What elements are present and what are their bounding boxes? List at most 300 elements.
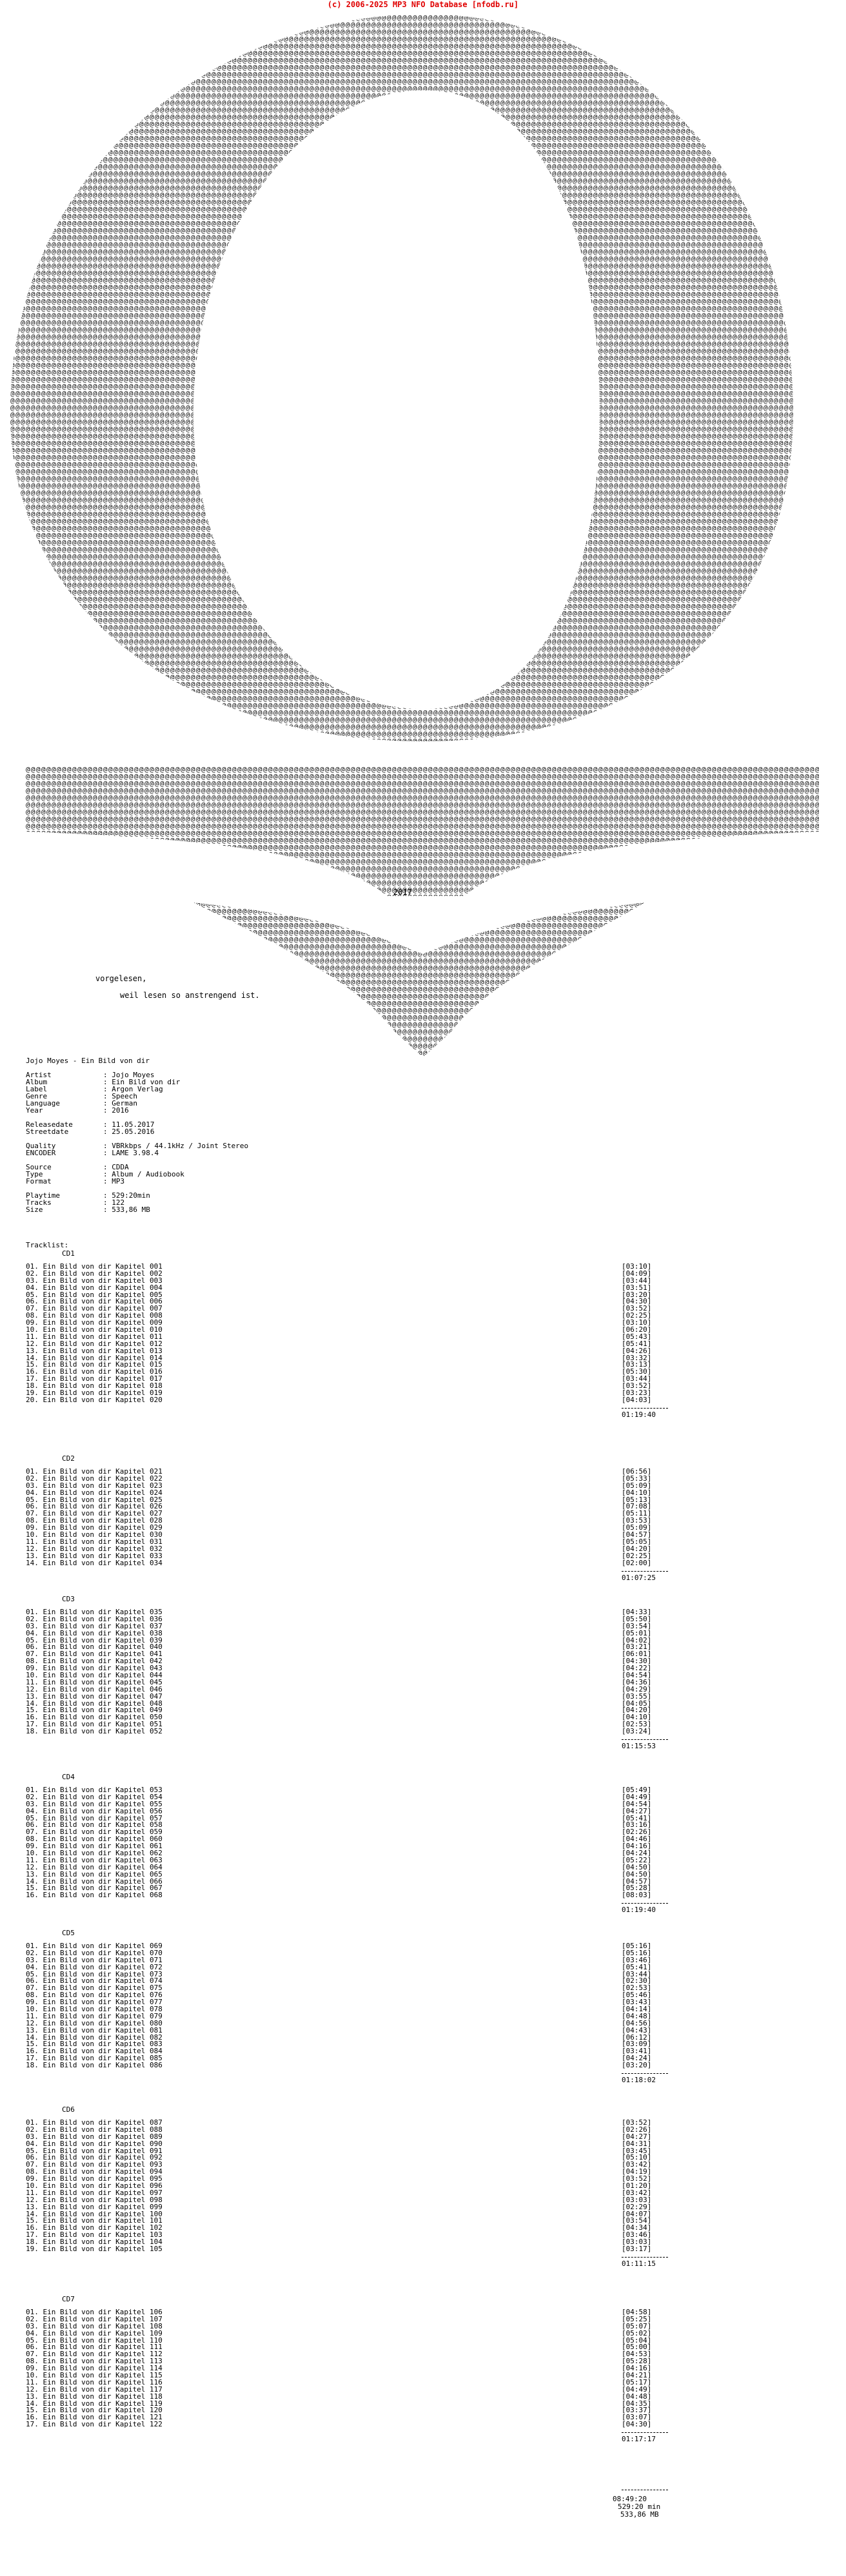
track-title: 03. Ein Bild von dir Kapitel 037: [26, 1621, 162, 1630]
track-duration: [08:03]: [622, 1891, 652, 1900]
nfo-header: (c) 2006-2025 MP3 NFO Database [nfodb.ru]: [327, 0, 519, 9]
track-duration: [04:50]: [622, 1862, 652, 1871]
track-title: 05. Ein Bild von dir Kapitel 025: [26, 1495, 162, 1504]
track-title: 08. Ein Bild von dir Kapitel 076: [26, 1991, 162, 2000]
meta-label: Artist: [26, 1071, 52, 1079]
track-title: 01. Ein Bild von dir Kapitel 087: [26, 2118, 162, 2127]
track-title: 05. Ein Bild von dir Kapitel 005: [26, 1290, 162, 1299]
track-duration: [05:43]: [622, 1332, 652, 1341]
meta-value: 11.05.2017: [112, 1120, 155, 1129]
track-title: 09. Ein Bild von dir Kapitel 077: [26, 1998, 162, 2007]
track-duration: [02:26]: [622, 2125, 652, 2134]
track-duration: [04:54]: [622, 1671, 652, 1680]
track-duration: [04:10]: [622, 1488, 652, 1497]
logo-pointer: [193, 903, 645, 1057]
track-title: 10. Ein Bild von dir Kapitel 096: [26, 2181, 162, 2191]
track-duration: [03:44]: [622, 1374, 652, 1383]
track-duration: [05:16]: [622, 1942, 652, 1950]
cd-label: CD5: [62, 1929, 75, 1937]
track-duration: [04:26]: [622, 1346, 652, 1355]
track-duration: [02:25]: [622, 1551, 652, 1560]
track-title: 18. Ein Bild von dir Kapitel 086: [26, 2061, 162, 2070]
track-duration: [03:54]: [622, 2216, 652, 2225]
track-title: 13. Ein Bild von dir Kapitel 099: [26, 2202, 162, 2211]
track-duration: [05:50]: [622, 1614, 652, 1623]
track-title: 02. Ein Bild von dir Kapitel 002: [26, 1269, 162, 1278]
track-duration: [04:35]: [622, 2399, 652, 2408]
meta-row: Playtime : 529:20min: [26, 1191, 150, 1200]
meta-value: Jojo Moyes: [112, 1071, 155, 1079]
track-title: 09. Ein Bild von dir Kapitel 114: [26, 2364, 162, 2373]
track-duration: [03:45]: [622, 2146, 652, 2155]
track-title: 02. Ein Bild von dir Kapitel 022: [26, 1474, 162, 1483]
track-duration: [05:17]: [622, 2377, 652, 2386]
track-duration: [04:20]: [622, 1544, 652, 1553]
track-duration: [03:24]: [622, 1727, 652, 1736]
track-title: 13. Ein Bild von dir Kapitel 118: [26, 2392, 162, 2401]
track-duration: [04:46]: [622, 1835, 652, 1844]
track-title: 02. Ein Bild von dir Kapitel 054: [26, 1792, 162, 1801]
track-duration: [03:03]: [622, 2238, 652, 2247]
track-duration: [02:30]: [622, 1976, 652, 1986]
track-title: 08. Ein Bild von dir Kapitel 028: [26, 1516, 162, 1525]
track-title: 05. Ein Bild von dir Kapitel 091: [26, 2146, 162, 2155]
track-duration: [07:08]: [622, 1502, 652, 1511]
track-duration: [04:54]: [622, 1799, 652, 1808]
cd-track-list: [26, 2309, 735, 2428]
track-title: 09. Ein Bild von dir Kapitel 043: [26, 1664, 162, 1673]
track-title: 01. Ein Bild von dir Kapitel 001: [26, 1262, 162, 1271]
cd-total-divider: [622, 1739, 668, 1740]
track-title: 09. Ein Bild von dir Kapitel 061: [26, 1842, 162, 1851]
track-duration: [04:16]: [622, 1842, 652, 1851]
track-duration: [05:02]: [622, 2328, 652, 2337]
track-duration: [04:10]: [622, 1713, 652, 1722]
track-title: 13. Ein Bild von dir Kapitel 047: [26, 1692, 162, 1701]
track-duration: [04:48]: [622, 2011, 652, 2020]
track-duration: [04:22]: [622, 1664, 652, 1673]
track-title: 16. Ein Bild von dir Kapitel 050: [26, 1713, 162, 1722]
meta-row: Language : German: [26, 1099, 137, 1107]
track-title: 10. Ein Bild von dir Kapitel 010: [26, 1325, 162, 1334]
track-title: 08. Ein Bild von dir Kapitel 042: [26, 1657, 162, 1666]
track-title: 16. Ein Bild von dir Kapitel 068: [26, 1891, 162, 1900]
track-duration: [04:09]: [622, 1269, 652, 1278]
track-duration: [05:30]: [622, 1367, 652, 1376]
track-title: 14. Ein Bild von dir Kapitel 066: [26, 1877, 162, 1886]
track-duration: [04:29]: [622, 1684, 652, 1693]
art-tagline-1: vorgelesen,: [95, 974, 147, 983]
grand-total-minutes: 529:20 min: [618, 2503, 661, 2511]
meta-label: Genre: [26, 1092, 48, 1100]
track-title: 01. Ein Bild von dir Kapitel 106: [26, 2308, 162, 2316]
track-title: 14. Ein Bild von dir Kapitel 014: [26, 1353, 162, 1362]
meta-label: Tracks: [26, 1198, 52, 1207]
meta-value: 529:20min: [112, 1191, 150, 1200]
track-title: 07. Ein Bild von dir Kapitel 027: [26, 1509, 162, 1518]
track-title: 19. Ein Bild von dir Kapitel 019: [26, 1389, 162, 1398]
meta-label: Releasedate: [26, 1120, 73, 1129]
grand-total-size: 533,86 MB: [620, 2510, 659, 2519]
track-title: 06. Ein Bild von dir Kapitel 040: [26, 1643, 162, 1652]
track-duration: [03:17]: [622, 2245, 652, 2254]
track-duration: [03:54]: [622, 1621, 652, 1630]
track-title: 13. Ein Bild von dir Kapitel 081: [26, 2025, 162, 2034]
track-title: 06. Ein Bild von dir Kapitel 006: [26, 1297, 162, 1306]
track-title: 10. Ein Bild von dir Kapitel 078: [26, 2005, 162, 2014]
track-title: 16. Ein Bild von dir Kapitel 084: [26, 2047, 162, 2056]
meta-row: Year : 2016: [26, 1106, 129, 1115]
track-title: 15. Ein Bild von dir Kapitel 067: [26, 1884, 162, 1893]
track-duration: [03:13]: [622, 1360, 652, 1369]
track-duration: [03:52]: [622, 2118, 652, 2127]
track-title: 08. Ein Bild von dir Kapitel 094: [26, 2167, 162, 2176]
track-title: 01. Ein Bild von dir Kapitel 069: [26, 1942, 162, 1950]
meta-label: Size: [26, 1205, 43, 1214]
track-duration: [04:14]: [622, 2005, 652, 2014]
track-title: 11. Ein Bild von dir Kapitel 045: [26, 1677, 162, 1686]
track-duration: [05:41]: [622, 1962, 652, 1971]
track-duration: [04:49]: [622, 2385, 652, 2394]
track-duration: [04:49]: [622, 1792, 652, 1801]
track-title: 08. Ein Bild von dir Kapitel 008: [26, 1311, 162, 1320]
meta-row: Type : Album / Audiobook: [26, 1170, 184, 1178]
track-duration: [04:02]: [622, 1635, 652, 1644]
meta-row: Label : Argon Verlag: [26, 1085, 163, 1093]
track-duration: [05:28]: [622, 2357, 652, 2366]
track-duration: [02:25]: [622, 1311, 652, 1320]
track-duration: [03:55]: [622, 1692, 652, 1701]
track-title: 04. Ein Bild von dir Kapitel 090: [26, 2139, 162, 2148]
meta-value: Ein Bild von dir: [112, 1078, 181, 1086]
track-title: 07. Ein Bild von dir Kapitel 112: [26, 2350, 162, 2359]
cd-track-list: [26, 1469, 735, 1566]
meta-label: Playtime: [26, 1191, 60, 1200]
track-title: 02. Ein Bild von dir Kapitel 088: [26, 2125, 162, 2134]
track-duration: [05:09]: [622, 1523, 652, 1532]
cd-total: 01:17:17: [622, 2435, 656, 2444]
meta-value: 2016: [112, 1106, 129, 1115]
track-duration: [03:42]: [622, 2160, 652, 2169]
track-title: 12. Ein Bild von dir Kapitel 098: [26, 2195, 162, 2204]
cd-total: 01:15:53: [622, 1742, 656, 1751]
track-duration: [02:00]: [622, 1558, 652, 1567]
track-title: 14. Ein Bild von dir Kapitel 100: [26, 2209, 162, 2218]
track-duration: [05:09]: [622, 1481, 652, 1490]
track-duration: [05:25]: [622, 2314, 652, 2323]
track-duration: [05:01]: [622, 1628, 652, 1637]
meta-row: Artist : Jojo Moyes: [26, 1071, 155, 1079]
track-duration: [03:53]: [622, 1516, 652, 1525]
cd-track-list: [26, 1943, 735, 2069]
track-duration: [04:48]: [622, 2392, 652, 2401]
track-title: 14. Ein Bild von dir Kapitel 119: [26, 2399, 162, 2408]
cd-label: CD1: [62, 1249, 75, 1258]
track-duration: [06:20]: [622, 1325, 652, 1334]
cd-track-list: [26, 1264, 735, 1404]
track-duration: [03:20]: [622, 2061, 652, 2070]
track-title: 14. Ein Bild von dir Kapitel 082: [26, 2033, 162, 2042]
track-title: 06. Ein Bild von dir Kapitel 111: [26, 2343, 162, 2352]
track-title: 03. Ein Bild von dir Kapitel 003: [26, 1276, 162, 1285]
track-duration: [05:05]: [622, 1537, 652, 1546]
track-duration: [03:09]: [622, 2040, 652, 2049]
track-duration: [05:13]: [622, 1495, 652, 1504]
cd-track-list: [26, 1609, 735, 1735]
track-duration: [03:41]: [622, 2047, 652, 2056]
track-title: 04. Ein Bild von dir Kapitel 056: [26, 1806, 162, 1815]
track-duration: [03:16]: [622, 1820, 652, 1830]
cd-total-divider: [622, 1571, 668, 1572]
track-duration: [03:52]: [622, 1381, 652, 1390]
art-tagline-2: weil lesen so anstrengend ist.: [120, 991, 260, 1000]
meta-label: Type: [26, 1170, 43, 1178]
tracklist-label: Tracklist:: [26, 1241, 69, 1249]
track-row: [26, 2246, 735, 2253]
meta-label: Format: [26, 1177, 52, 1186]
cd-total: 01:07:25: [622, 1573, 656, 1582]
track-title: 17. Ein Bild von dir Kapitel 017: [26, 1374, 162, 1383]
track-title: 18. Ein Bild von dir Kapitel 052: [26, 1727, 162, 1736]
track-duration: [02:53]: [622, 1720, 652, 1729]
track-duration: [03:42]: [622, 2188, 652, 2197]
track-row: [26, 1892, 735, 1899]
track-title: 15. Ein Bild von dir Kapitel 015: [26, 1360, 162, 1369]
release-title: Jojo Moyes - Ein Bild von dir: [26, 1057, 150, 1065]
cd-total-divider: [622, 1408, 668, 1409]
track-title: 09. Ein Bild von dir Kapitel 009: [26, 1318, 162, 1327]
cd-total-divider: [622, 2073, 668, 2074]
meta-value: Speech: [112, 1092, 137, 1100]
grand-total-time: 08:49:20: [613, 2495, 647, 2503]
track-duration: [03:23]: [622, 1389, 652, 1398]
track-duration: [04:58]: [622, 2308, 652, 2316]
track-duration: [04:43]: [622, 2025, 652, 2034]
cd-total: 01:11:15: [622, 2259, 656, 2269]
track-duration: [04:30]: [622, 1657, 652, 1666]
cd-total: 01:19:40: [622, 1410, 656, 1419]
meta-row: Format : MP3: [26, 1177, 125, 1186]
track-title: 08. Ein Bild von dir Kapitel 060: [26, 1835, 162, 1844]
meta-label: Language: [26, 1099, 60, 1107]
track-duration: [03:03]: [622, 2195, 652, 2204]
track-duration: [03:46]: [622, 2230, 652, 2239]
meta-label: Quality: [26, 1142, 56, 1150]
track-title: 16. Ein Bild von dir Kapitel 121: [26, 2413, 162, 2422]
art-year: 2017: [393, 888, 412, 897]
track-title: 02. Ein Bild von dir Kapitel 036: [26, 1614, 162, 1623]
track-duration: [03:10]: [622, 1262, 652, 1271]
track-title: 05. Ein Bild von dir Kapitel 057: [26, 1813, 162, 1822]
track-title: 05. Ein Bild von dir Kapitel 110: [26, 2336, 162, 2345]
track-title: 10. Ein Bild von dir Kapitel 062: [26, 1849, 162, 1858]
cd-label: CD7: [62, 2295, 75, 2303]
track-duration: [06:12]: [622, 2033, 652, 2042]
track-duration: [03:20]: [622, 1290, 652, 1299]
meta-row: Quality : VBRkbps / 44.1kHz / Joint Stereo: [26, 1142, 249, 1150]
track-title: 04. Ein Bild von dir Kapitel 004: [26, 1283, 162, 1292]
track-row: [26, 1560, 735, 1567]
meta-row: [26, 1156, 248, 1164]
meta-label: Label: [26, 1085, 48, 1093]
track-title: 12. Ein Bild von dir Kapitel 064: [26, 1862, 162, 1871]
meta-value: CDDA: [112, 1163, 129, 1171]
track-duration: [03:44]: [622, 1276, 652, 1285]
track-title: 07. Ein Bild von dir Kapitel 059: [26, 1828, 162, 1837]
meta-row: Streetdate : 25.05.2016: [26, 1127, 155, 1136]
meta-value: LAME 3.98.4: [112, 1149, 159, 1157]
track-duration: [03:07]: [622, 2413, 652, 2422]
track-duration: [03:37]: [622, 2406, 652, 2415]
track-title: 14. Ein Bild von dir Kapitel 034: [26, 1558, 162, 1567]
meta-label: Source: [26, 1163, 52, 1171]
release-meta: [26, 1071, 248, 1213]
track-title: 17. Ein Bild von dir Kapitel 103: [26, 2230, 162, 2239]
track-duration: [03:46]: [622, 1955, 652, 1964]
track-duration: [05:28]: [622, 1884, 652, 1893]
track-duration: [05:49]: [622, 1786, 652, 1794]
meta-label: Year: [26, 1106, 43, 1115]
track-duration: [03:21]: [622, 1643, 652, 1652]
track-row: [26, 1728, 735, 1735]
ascii-logo: [0, 0, 846, 1057]
cd-total: 01:18:02: [622, 2076, 656, 2085]
track-row: [26, 2062, 735, 2069]
track-title: 18. Ein Bild von dir Kapitel 104: [26, 2238, 162, 2247]
track-title: 01. Ein Bild von dir Kapitel 053: [26, 1786, 162, 1794]
track-title: 08. Ein Bild von dir Kapitel 113: [26, 2357, 162, 2366]
cd-label: CD4: [62, 1773, 75, 1781]
track-title: 01. Ein Bild von dir Kapitel 035: [26, 1608, 162, 1616]
track-duration: [04:53]: [622, 2350, 652, 2359]
track-title: 15. Ein Bild von dir Kapitel 049: [26, 1706, 162, 1715]
meta-value: 122: [112, 1198, 125, 1207]
track-duration: [05:04]: [622, 2336, 652, 2345]
track-title: 07. Ein Bild von dir Kapitel 093: [26, 2160, 162, 2169]
track-duration: [04:24]: [622, 1849, 652, 1858]
track-title: 06. Ein Bild von dir Kapitel 026: [26, 1502, 162, 1511]
track-duration: [04:16]: [622, 2364, 652, 2373]
track-duration: [04:57]: [622, 1530, 652, 1539]
track-title: 01. Ein Bild von dir Kapitel 021: [26, 1467, 162, 1476]
track-title: 14. Ein Bild von dir Kapitel 048: [26, 1699, 162, 1708]
track-row: [26, 2421, 735, 2428]
track-title: 09. Ein Bild von dir Kapitel 029: [26, 1523, 162, 1532]
track-title: 03. Ein Bild von dir Kapitel 108: [26, 2321, 162, 2330]
meta-value: Argon Verlag: [112, 1085, 163, 1093]
track-title: 12. Ein Bild von dir Kapitel 012: [26, 1339, 162, 1348]
track-title: 15. Ein Bild von dir Kapitel 083: [26, 2040, 162, 2049]
meta-value: MP3: [112, 1177, 125, 1186]
cd-track-list: [26, 2120, 735, 2253]
logo-band: [26, 766, 819, 896]
track-duration: [04:27]: [622, 1806, 652, 1815]
track-title: 19. Ein Bild von dir Kapitel 105: [26, 2245, 162, 2254]
track-duration: [04:03]: [622, 1395, 652, 1404]
track-title: 06. Ein Bild von dir Kapitel 092: [26, 2153, 162, 2162]
meta-label: ENCODER: [26, 1149, 56, 1157]
track-duration: [04:30]: [622, 2420, 652, 2429]
track-title: 02. Ein Bild von dir Kapitel 070: [26, 1948, 162, 1957]
track-duration: [05:22]: [622, 1855, 652, 1864]
meta-label: Album: [26, 1078, 48, 1086]
track-duration: [04:50]: [622, 1869, 652, 1878]
track-title: 13. Ein Bild von dir Kapitel 065: [26, 1869, 162, 1878]
track-duration: [05:33]: [622, 1474, 652, 1483]
track-duration: [05:41]: [622, 1339, 652, 1348]
track-title: 17. Ein Bild von dir Kapitel 051: [26, 1720, 162, 1729]
track-duration: [04:56]: [622, 2018, 652, 2027]
track-title: 11. Ein Bild von dir Kapitel 011: [26, 1332, 162, 1341]
track-duration: [02:29]: [622, 2202, 652, 2211]
track-title: 06. Ein Bild von dir Kapitel 074: [26, 1976, 162, 1986]
meta-value: German: [112, 1099, 137, 1107]
track-duration: [05:11]: [622, 1509, 652, 1518]
track-title: 20. Ein Bild von dir Kapitel 020: [26, 1395, 162, 1404]
meta-label: Streetdate: [26, 1127, 69, 1136]
track-title: 05. Ein Bild von dir Kapitel 039: [26, 1635, 162, 1644]
track-title: 10. Ein Bild von dir Kapitel 115: [26, 2371, 162, 2380]
track-duration: [03:32]: [622, 1353, 652, 1362]
track-duration: [04:34]: [622, 2223, 652, 2232]
track-title: 10. Ein Bild von dir Kapitel 044: [26, 1671, 162, 1680]
track-duration: [06:01]: [622, 1650, 652, 1659]
track-title: 03. Ein Bild von dir Kapitel 023: [26, 1481, 162, 1490]
track-title: 11. Ein Bild von dir Kapitel 079: [26, 2011, 162, 2020]
track-title: 12. Ein Bild von dir Kapitel 117: [26, 2385, 162, 2394]
track-title: 09. Ein Bild von dir Kapitel 095: [26, 2174, 162, 2183]
meta-row: Size : 533,86 MB: [26, 1205, 150, 1214]
track-title: 11. Ein Bild von dir Kapitel 063: [26, 1855, 162, 1864]
track-title: 07. Ein Bild von dir Kapitel 041: [26, 1650, 162, 1659]
track-duration: [05:46]: [622, 1991, 652, 2000]
track-title: 03. Ein Bild von dir Kapitel 055: [26, 1799, 162, 1808]
logo-ring: [10, 14, 793, 741]
track-duration: [04:24]: [622, 2054, 652, 2063]
track-title: 04. Ein Bild von dir Kapitel 038: [26, 1628, 162, 1637]
track-duration: [04:21]: [622, 2371, 652, 2380]
track-duration: [05:10]: [622, 2153, 652, 2162]
cd-label: CD6: [62, 2105, 75, 2114]
track-title: 17. Ein Bild von dir Kapitel 085: [26, 2054, 162, 2063]
track-duration: [04:20]: [622, 1706, 652, 1715]
track-title: 04. Ein Bild von dir Kapitel 109: [26, 2328, 162, 2337]
cd-total-divider: [622, 2257, 668, 2258]
track-duration: [04:31]: [622, 2139, 652, 2148]
track-duration: [04:30]: [622, 1297, 652, 1306]
track-duration: [03:52]: [622, 2174, 652, 2183]
track-duration: [05:07]: [622, 2321, 652, 2330]
track-duration: [03:43]: [622, 1998, 652, 2007]
track-duration: [04:27]: [622, 2132, 652, 2141]
meta-value: 533,86 MB: [112, 1205, 150, 1214]
track-duration: [02:53]: [622, 1984, 652, 1993]
meta-row: Source : CDDA: [26, 1163, 129, 1171]
cd-label: CD3: [62, 1595, 75, 1603]
track-title: 03. Ein Bild von dir Kapitel 089: [26, 2132, 162, 2141]
track-title: 07. Ein Bild von dir Kapitel 075: [26, 1984, 162, 1993]
track-duration: [05:00]: [622, 2343, 652, 2352]
track-duration: [03:10]: [622, 1318, 652, 1327]
track-duration: [04:57]: [622, 1877, 652, 1886]
track-duration: [03:51]: [622, 1283, 652, 1292]
cd-label: CD2: [62, 1454, 75, 1463]
track-title: 12. Ein Bild von dir Kapitel 080: [26, 2018, 162, 2027]
track-duration: [04:33]: [622, 1608, 652, 1616]
track-duration: [01:20]: [622, 2181, 652, 2191]
track-title: 15. Ein Bild von dir Kapitel 101: [26, 2216, 162, 2225]
track-title: 03. Ein Bild von dir Kapitel 071: [26, 1955, 162, 1964]
